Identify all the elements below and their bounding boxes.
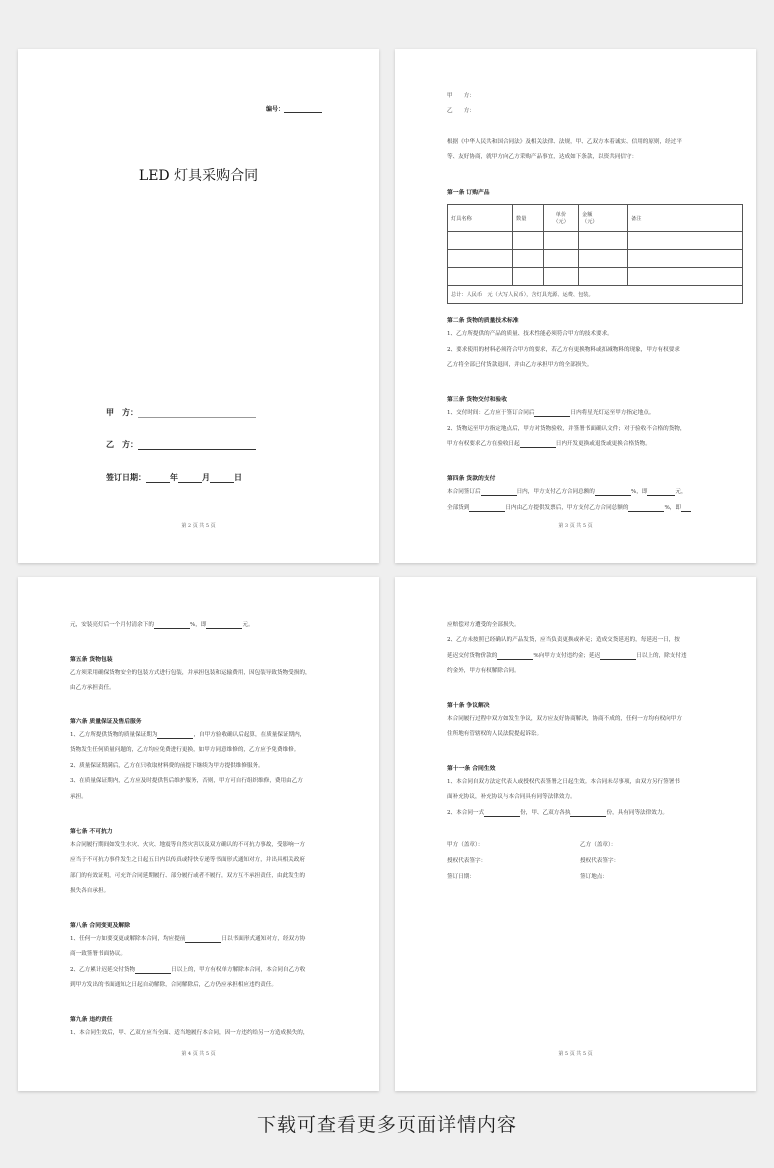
article-text: 本合同履行期间如发生水灾、火灾、地震等自然灾害以及双方确认的不可抗力事故，受影响一方 — [70, 842, 305, 848]
download-more-caption: 下载可查看更多页面详情内容 — [256, 1114, 517, 1136]
table-row — [448, 268, 743, 286]
contract-page-5 — [395, 577, 756, 1091]
article-text: 损失各自承担。 — [70, 888, 110, 894]
article-heading: 第九条 违约责任 — [70, 1017, 113, 1023]
article-heading: 第四条 货款的支付 — [447, 476, 496, 482]
article-text: 1、任何一方如要变更或解除本合同，均应提前 日以书面形式通知对方，经双方协 — [70, 936, 306, 942]
article-text: 乙方须采用确保货物安全的包装方式进行包装，并承担包装和运输费用，因包装导致货物受损的， — [70, 670, 311, 676]
table-header-cell: 数量 — [513, 205, 544, 232]
intro-text: 根据《中华人民共和国合同法》及相关法律、法规，甲、乙双方本着诚实、信用的原则，经过平 — [447, 139, 682, 145]
page-number: 第 5 页 共 5 页 — [558, 1051, 593, 1057]
contract-number-label: 编号： — [266, 106, 285, 113]
party-b-line: 乙 方： — [447, 108, 475, 114]
article-text: 乙方将全部已付货款退回，并由乙方承担甲方的全部损失。 — [447, 362, 593, 368]
party-b-row — [106, 439, 256, 450]
contract-page-3 — [395, 49, 756, 563]
table-header-cell: 灯具名称 — [448, 205, 513, 232]
article-text: 2、质量保证期满后，乙方在只收取材料费的前提下继续为甲方提供维修服务。 — [70, 763, 264, 769]
article-heading: 第七条 不可抗力 — [70, 829, 113, 835]
article-heading: 第六条 质量保证及售后服务 — [70, 719, 142, 725]
party-b-label: 乙 方： — [106, 439, 138, 449]
article-text: 应当于不可抗力事件发生之日起五日内以传真或特快专递等书面形式通知对方，并出具相关政府 — [70, 857, 305, 863]
article-text: 商一致签署书面协议。 — [70, 951, 126, 957]
table-header-row — [448, 205, 743, 232]
table-row — [448, 232, 743, 250]
signature-label: 授权代表签字： — [580, 858, 620, 864]
article-heading: 第一条 订购产品 — [447, 190, 490, 196]
article-text: 本合同签订后 日内，甲方支付乙方合同总额的 %，即 元， — [447, 489, 687, 495]
intro-text: 等、友好协商，就甲方向乙方采购产品事宜，达成如下条款，以资共同信守： — [447, 154, 638, 160]
article-text: 2、乙方累计迟延交付货物 日以上的，甲方有权单方解除本合同，本合同自乙方收 — [70, 967, 306, 973]
signature-label: 签订日期： — [447, 874, 475, 880]
article-text: 住所地有管辖权的人民法院提起诉讼。 — [447, 731, 543, 737]
page-number: 第 4 页 共 5 页 — [181, 1051, 216, 1057]
contract-page-cover — [18, 49, 379, 563]
article-heading: 第十条 争议解决 — [447, 703, 490, 709]
article-text: 到甲方发出的书面通知之日起自动解除，合同解除后，乙方仍应承担相应违约责任。 — [70, 982, 277, 988]
article-text: 约金外，甲方有权解除合同。 — [447, 668, 520, 674]
contract-title: LED 灯具采购合同 — [138, 168, 259, 184]
article-heading: 第三条 货物交付和验收 — [447, 397, 507, 403]
article-text: 本合同履行过程中双方如发生争议，双方应友好协商解决，协商不成的，任何一方均有权向甲方 — [447, 716, 682, 722]
page-number: 第 2 页 共 5 页 — [181, 523, 216, 529]
article-text: 延迟交付货物价款的 %向甲方支付违约金；延迟 日以上的，除支付违 — [447, 653, 687, 659]
article-text: 1、乙方所提供货物的质量保证期为 ，自甲方验收确认后起算，在质量保证期内， — [70, 732, 306, 738]
article-text: 由乙方承担责任。 — [70, 685, 115, 691]
contract-number-field — [266, 104, 322, 113]
table-total: 总计：人民币 元（大写人民币），含灯具光源、运费、包装。 — [448, 286, 743, 304]
signature-label: 授权代表签字： — [447, 858, 487, 864]
article-text: 应赔偿对方遭受的全部损失。 — [447, 622, 520, 628]
article-text: 面补充协议，补充协议与本合同具有同等法律效力。 — [447, 794, 576, 800]
signature-label: 签订地点： — [580, 874, 608, 880]
article-text: 甲方有权要求乙方在验收日起 日内开发更换或退货或更换合格货物。 — [447, 441, 651, 447]
article-text: 2、本合同一式 份，甲、乙双方各执 份，具有同等法律效力。 — [447, 810, 669, 816]
article-heading: 第八条 合同变更及解除 — [70, 923, 130, 929]
article-text: 部门的有效证明，可充许合同延期履行、部分履行或者不履行，双方互不承担责任，由此发生的 — [70, 873, 305, 879]
article-text: 1、本合同自双方法定代表人或授权代表签署之日起生效。本合同未尽事项，由双方另行签署书 — [447, 779, 680, 785]
article-text: 1、乙方所提供的产品的质量、技术性能必须符合甲方的技术要求。 — [447, 331, 613, 337]
article-text: 货物发生任何质量问题的，乙方均应免费进行更换，如甲方同意维修的，乙方应予免费维修。 — [70, 747, 300, 753]
table-row — [448, 250, 743, 268]
table-header-cell: 金额 （元） — [579, 205, 628, 232]
article-heading: 第二条 货物的质量技术标准 — [447, 318, 519, 324]
article-text: 2、要求使用的材料必须符合甲方的要求，若乙方有更换物料或扣减物料的现象，甲方有权要求 — [447, 347, 680, 353]
table-header-cell: 备注 — [628, 205, 743, 232]
party-a-row — [106, 407, 256, 418]
article-heading: 第五条 货物包装 — [70, 657, 113, 663]
sign-date-row: 签订日期： 年 月 日 — [106, 472, 242, 482]
article-text: 2、乙方未按照已经确认的产品发货，应当负责更换或补足；造成交货延迟的，每延迟一日，按 — [447, 637, 680, 643]
table-header-cell: 单价 （元） — [544, 205, 579, 232]
article-heading: 第十一条 合同生效 — [447, 766, 496, 772]
article-text: 3、在质量保证期内，乙方应及时提供售后维护服务，否则，甲方可自行组织维修，费用由乙方 — [70, 778, 303, 784]
order-table — [447, 204, 743, 304]
article-text: 1、交付时间：乙方应于签订合同后 日内将星光灯运至甲方指定地点。 — [447, 410, 655, 416]
signature-label: 乙方（盖章）： — [580, 842, 617, 848]
contract-page-4 — [18, 577, 379, 1091]
signature-label: 甲方（盖章）： — [447, 842, 484, 848]
page-number: 第 3 页 共 5 页 — [558, 523, 593, 529]
article-text: 1、本合同生效后，甲、乙双方应当全面、适当地履行本合同，因一方违约给另一方造成损失的， — [70, 1030, 309, 1036]
party-a-line: 甲 方： — [447, 93, 475, 99]
article-text: 元，安装亮灯后一个月付清余下的 %，即 元。 — [70, 622, 254, 628]
article-text: 2、货物运至甲方指定地点后，甲方对货物验收，并签署书面确认文件；对于验收不合格的货物， — [447, 426, 686, 432]
article-text: 全部货到 日内由乙方提供发票后，甲方支付乙方合同总额的 %，即 — [447, 505, 691, 512]
table-total-row — [448, 286, 743, 304]
article-text: 承担。 — [70, 794, 87, 800]
party-a-label: 甲 方： — [106, 407, 138, 417]
sign-date-label: 签订日期： — [106, 472, 146, 482]
